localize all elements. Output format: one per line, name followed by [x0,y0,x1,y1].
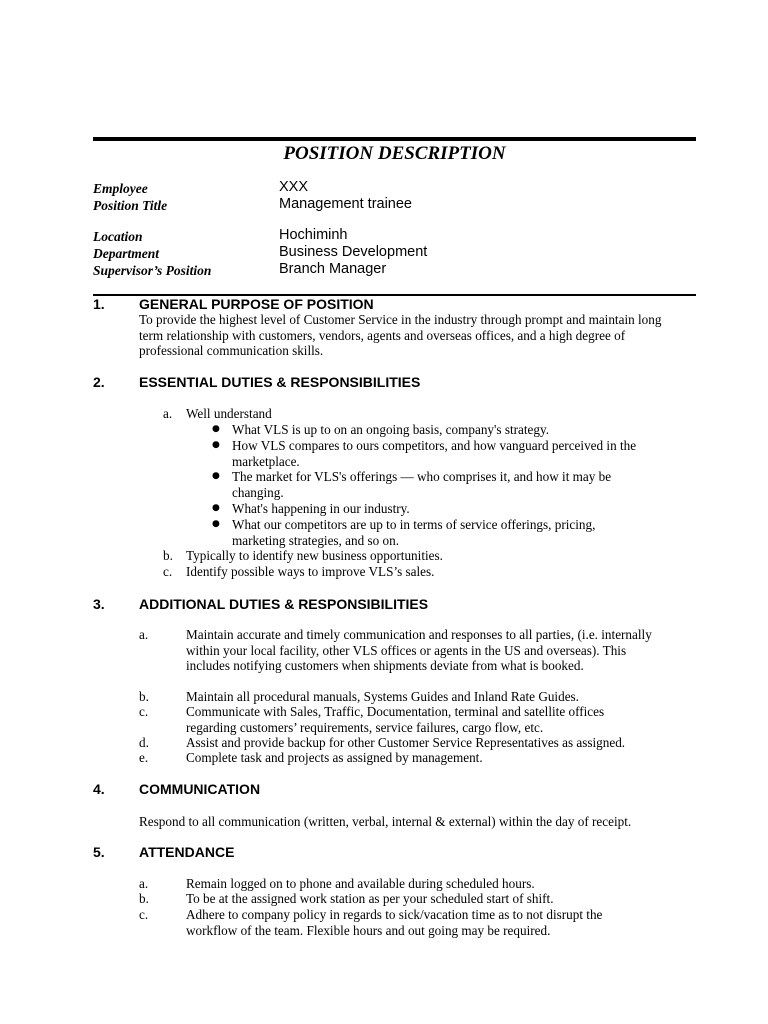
bullet-icon: ● [212,424,220,434]
section-2-item-b-text: Typically to identify new business opportunities. [186,548,443,563]
section-3-item-e-letter: e. [139,750,149,765]
top-rule [93,137,696,141]
section-2-item-a-letter: a. [163,406,173,421]
bullet-icon: ● [212,471,220,481]
section-3-item-b-text: Maintain all procedural manuals, Systems Guides and Inland Rate Guides. [186,689,579,704]
section-3-title: ADDITIONAL DUTIES & RESPONSIBILITIES [139,596,429,612]
section-1-number: 1. [93,296,105,312]
section-2-bullet-2: How VLS compares to ours competitors, and how vanguard perceived in the marketplace. [232,438,637,469]
section-3-item-b-letter: b. [139,689,149,704]
page-title: POSITION DESCRIPTION [283,143,506,164]
field-label-position-title: Position Title [93,198,168,213]
field-value-department: Business Development [279,244,428,260]
section-2-bullet-1: What VLS is up to on an ongoing basis, company's strategy. [232,422,550,437]
section-3-number: 3. [93,596,105,612]
section-5-item-c-letter: c. [139,907,149,922]
section-3-item-e-text: Complete task and projects as assigned by management. [186,750,483,765]
bullet-icon: ● [212,519,220,529]
section-2-bullet-4: What's happening in our industry. [232,501,410,516]
field-value-position-title: Management trainee [279,196,412,212]
field-value-employee: XXX [279,179,309,195]
section-4-number: 4. [93,781,105,797]
section-5-item-b-letter: b. [139,891,149,906]
section-5-item-c-text: Adhere to company policy in regards to sick/vacation time as to not disrupt the workflow of the team. Flexible hours and out going may be required. [186,907,603,938]
section-1-title: GENERAL PURPOSE OF POSITION [139,296,374,312]
section-2-item-b-letter: b. [163,548,173,563]
section-5-number: 5. [93,844,105,860]
field-label-location: Location [93,229,143,244]
bullet-icon: ● [212,503,220,513]
section-1-text: To provide the highest level of Customer Service in the industry through prompt and maintain long term relationship with customers, vendors, agents and overseas offices, and a high degree of professional communication skills. [139,312,662,358]
field-label-department: Department [93,246,159,261]
section-2-item-c-text: Identify possible ways to improve VLS’s sales. [186,564,435,579]
section-3-item-a-letter: a. [139,627,149,642]
section-3-item-a-text: Maintain accurate and timely communication and responses to all parties, (i.e. internally within your local facility, other VLS offices or agents in the US and overseas). This includes notifying customers when shipments deviate from what is booked. [186,627,652,673]
section-2-item-a-text: Well understand [186,406,272,421]
field-label-supervisor-position: Supervisor’s Position [93,263,212,278]
section-5-item-a-text: Remain logged on to phone and available during scheduled hours. [186,876,535,891]
bullet-icon: ● [212,440,220,450]
section-3-item-c-letter: c. [139,704,149,719]
section-3-item-d-text: Assist and provide backup for other Customer Service Representatives as assigned. [186,735,626,750]
field-value-supervisor-position: Branch Manager [279,261,387,277]
section-5-item-a-letter: a. [139,876,149,891]
section-3-item-d-letter: d. [139,735,149,750]
section-5-item-b-text: To be at the assigned work station as per your scheduled start of shift. [186,891,554,906]
section-2-bullet-5: What our competitors are up to in terms of service offerings, pricing, marketing strategies, and so on. [232,517,596,548]
section-2-title: ESSENTIAL DUTIES & RESPONSIBILITIES [139,374,421,390]
section-3-item-c-text: Communicate with Sales, Traffic, Documentation, terminal and satellite offices regarding customers’ requirements, service failures, cargo flow, etc. [186,704,605,735]
section-4-title: COMMUNICATION [139,781,261,797]
section-5-title: ATTENDANCE [139,844,235,860]
field-value-location: Hochiminh [279,227,348,243]
section-2-number: 2. [93,374,105,390]
section-4-text: Respond to all communication (written, verbal, internal & external) within the day of receipt. [139,814,632,829]
section-2-item-c-letter: c. [163,564,173,579]
field-label-employee: Employee [93,181,148,196]
section-2-bullet-3: The market for VLS's offerings — who comprises it, and how it may be changing. [232,469,612,500]
